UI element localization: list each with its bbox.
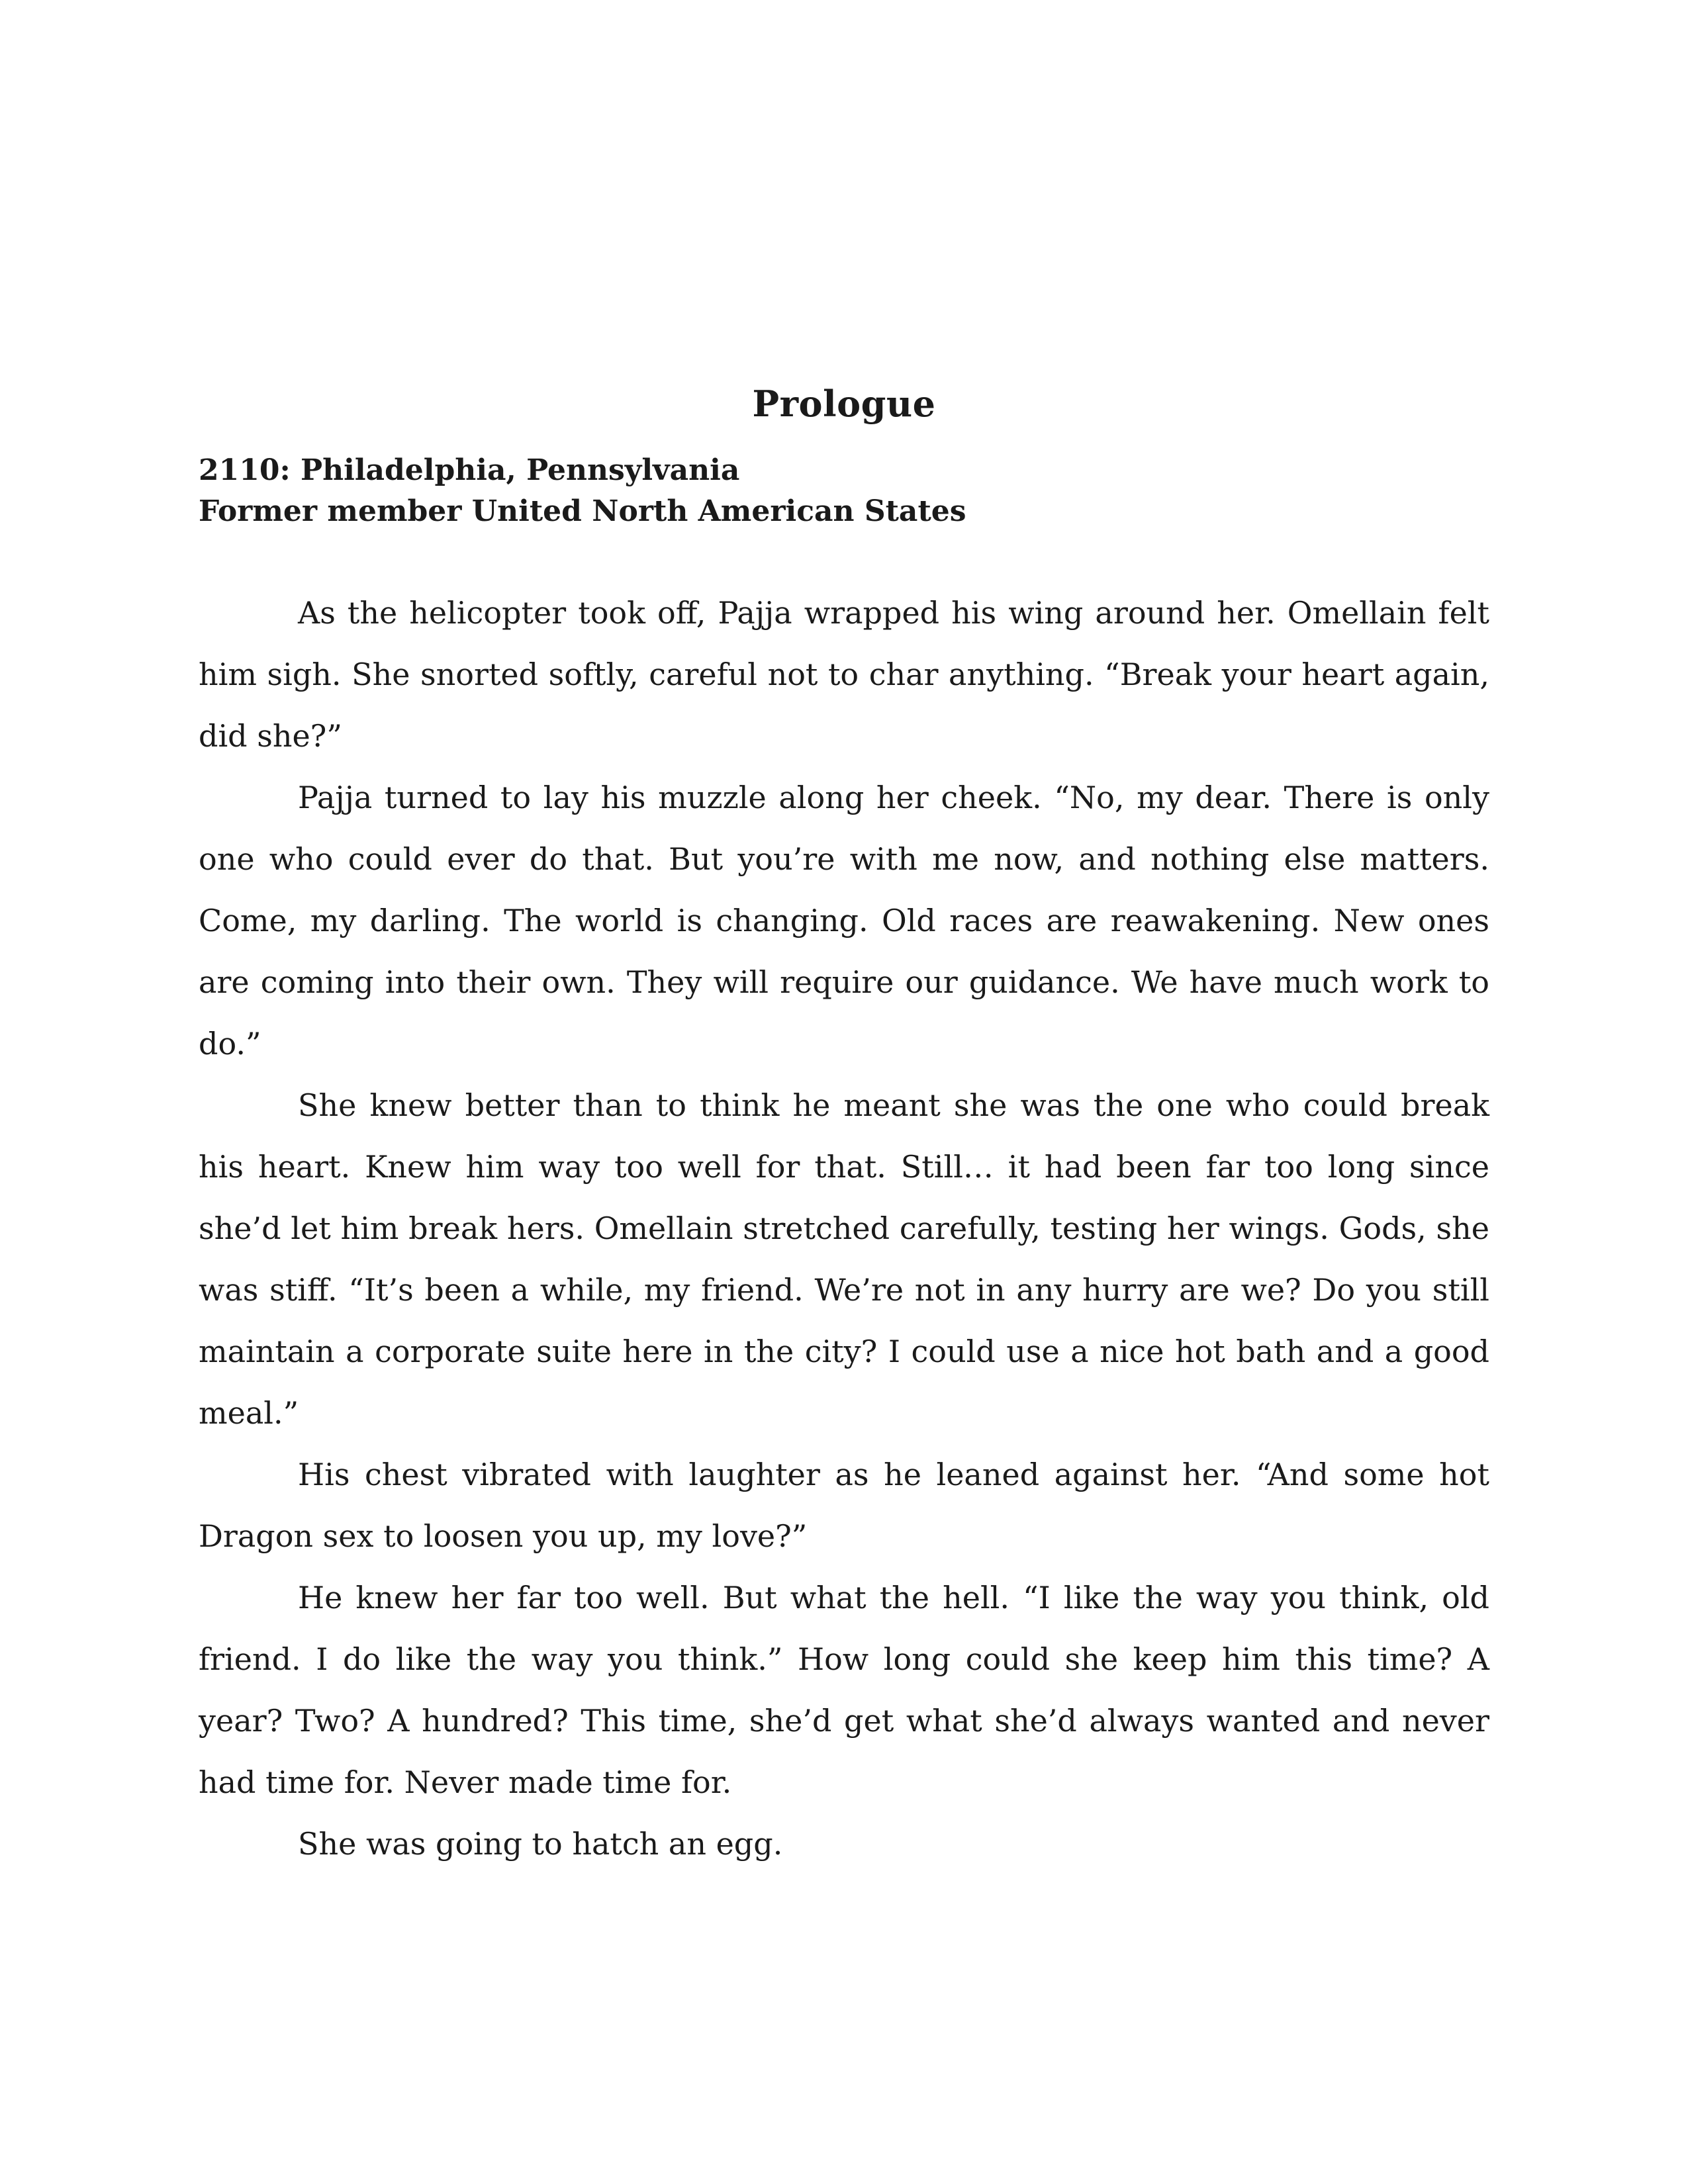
paragraph: He knew her far too well. But what the hell. “I like the way you think, old friend. I do like the way you think.” How long could she keep him this time? A year? Two? A hundred? This time, she’d get what she’d always wanted and never had time for. Never made time for. [199, 1580, 1489, 1800]
paragraph: His chest vibrated with laughter as he leaned against her. “And some hot Dragon sex to loosen you up, my love?” [199, 1457, 1489, 1554]
paragraph: She knew better than to think he meant she was the one who could break his heart. Knew him way too well for that. Still… it had been far too long since she’d let him break hers. Omellain stretched carefully, testing her wings. Gods, she was stiff. “It’s been a while, my friend. We’re not in any hurry are we? Do you still maintain a corporate suite here in the city? I could use a nice hot bath and a good meal.” [199, 1087, 1489, 1431]
location-line-former-member: Former member United North American States [199, 494, 966, 528]
paragraph: She was going to hatch an egg. [298, 1826, 783, 1862]
body-text [199, 582, 1489, 1875]
paragraph: Pajja turned to lay his muzzle along her cheek. “No, my dear. There is only one who could ever do that. But you’re with me now, and nothing else matters. Come, my darling. The world is changing. Old races are reawakening. New ones are coming into their own. They will require our guidance. We have much work to do.” [199, 780, 1489, 1062]
paragraph: As the helicopter took off, Pajja wrapped his wing around her. Omellain felt him sigh. She snorted softly, careful not to char anything. “Break your heart again, did she?” [199, 595, 1489, 754]
location-heading [199, 450, 1496, 532]
location-line-date-place: 2110: Philadelphia, Pennsylvania [199, 453, 740, 487]
chapter-title: Prologue [752, 383, 936, 425]
